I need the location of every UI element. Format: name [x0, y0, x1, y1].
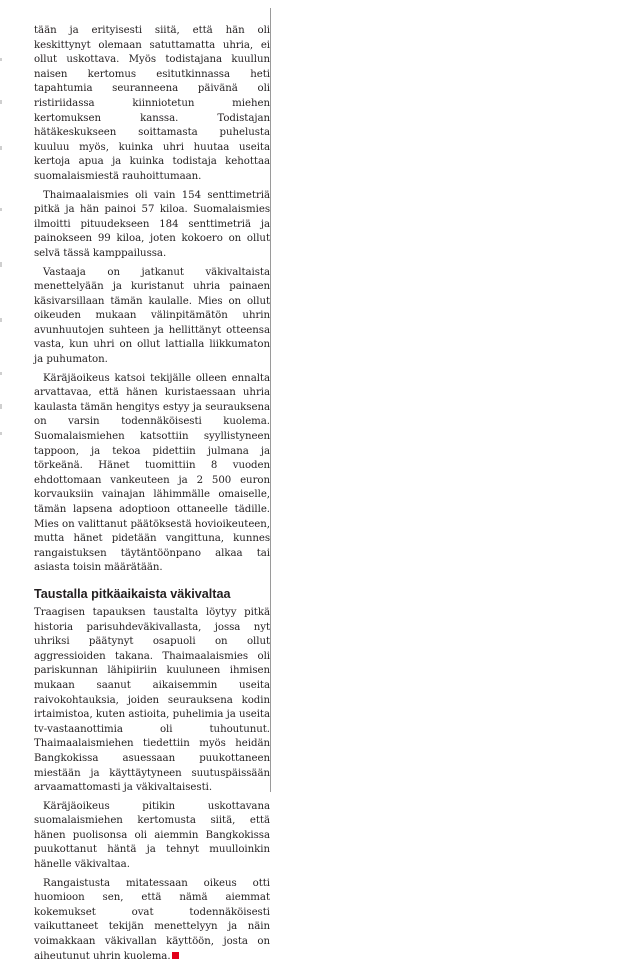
- section-subheading: Taustalla pitkäaikaista väkivaltaa: [34, 586, 231, 601]
- left-page-edge: [0, 0, 3, 830]
- body-paragraph: Käräjäoikeus pitikin uskottavana suomalaismiehen kertomusta siitä, että hänen puolisonsa oli aiemmin Bangkokissa puukottanut häntä ja tehnyt muulloinkin hänelle väkivaltaa.: [34, 800, 270, 871]
- closing-paragraph-text: Rangaistusta mitatessaan oikeus otti huomioon sen, että nämä aiemmat kokemukset ovat todennäköisesti vaikuttaneet tekijän menettelyyn ja näin voimakkaan väkivallan käyttöön, josta on aiheutunut uhrin kuolema.: [34, 877, 270, 962]
- body-paragraph: Vastaaja on jatkanut väkivaltaista menettelyään ja kuristanut uhria painaen käsivarsillaan tämän kaulalle. Mies on ollut oikeuden mukaan välinpitämätön uhrin avunhuutojen suhteen ja hellittänyt otteensa vasta, kun uhri on ollut lattialla liikkumaton ja puhumaton.: [34, 266, 270, 366]
- body-paragraph: Thaimaalaismies oli vain 154 senttimetriä pitkä ja hän painoi 57 kiloa. Suomalaismies ilmoitti pituudekseen 184 senttimetriä ja painokseen 99 kiloa, joten kokoero on ollut selvä tässä kamppailussa.: [34, 189, 270, 259]
- article-column: [34, 24, 270, 968]
- closing-paragraph: [34, 877, 270, 965]
- body-paragraph: Käräjäoikeus katsoi tekijälle olleen ennalta arvattavaa, että hänen kuristaessaan uhria kaulasta tämän hengitys estyy ja seurauksena on varsin todennäköisesti kuolema. Suomalaismiehen katsottiin syyllistyneen tappoon, ja tekoa pidettiin julmana ja törkeänä. Hänet tuomittiin 8 vuoden ehdottomaan vankeuteen ja 2 500 euron korvauksiin vainajan lähimmälle omaiselle, tämän lapsena adoptioon ottaneelle tädille. Mies on valittanut päätöksestä hovioikeuteen, mutta hänet pidetään vangittuna, kunnes rangaistuksen täytäntöönpano alkaa tai asiasta toisin määrätään.: [34, 372, 270, 574]
- body-paragraph: Traagisen tapauksen taustalta löytyy pitkä historia parisuhdeväkivallasta, jossa nyt uhriksi päätynyt osapuoli on ollut aggressioiden takana. Thaimaalaismies oli pariskunnan lähipiiriin kuuluneen ihmisen mukaan saanut aikaisemmin useita raivokohtauksia, joiden seurauksena kodin irtaimistoa, kuten astioita, puhelimia ja useita tv-vastaanottimia oli tuhoutunut. Thaimaalaismiehen tiedettiin myös heidän Bangkokissa asuessaan puukottaneen miestään ja käyttäytyneen suutuspäissään arvaamattomasti ja väkivaltaisesti.: [34, 606, 270, 794]
- column-rule: [270, 8, 271, 792]
- body-paragraph: tään ja erityisesti siitä, että hän oli keskittynyt olemaan satuttamatta uhria, ei ollut uskottava. Myös todistajana kuullun naisen kertomus esitutkinnassa heti tapahtumia seuranneena päivänä oli ristiriidassa kiinniotetun miehen kertomuksen kanssa. Todistajan hätäkeskukseen soittamasta puhelusta kuuluu myös, kuinka uhri huutaa useita kertoja apua ja kuinka todistaja kehottaa suomalaismiestä rauhoittumaan.: [34, 25, 270, 182]
- end-of-article-mark: [172, 952, 179, 959]
